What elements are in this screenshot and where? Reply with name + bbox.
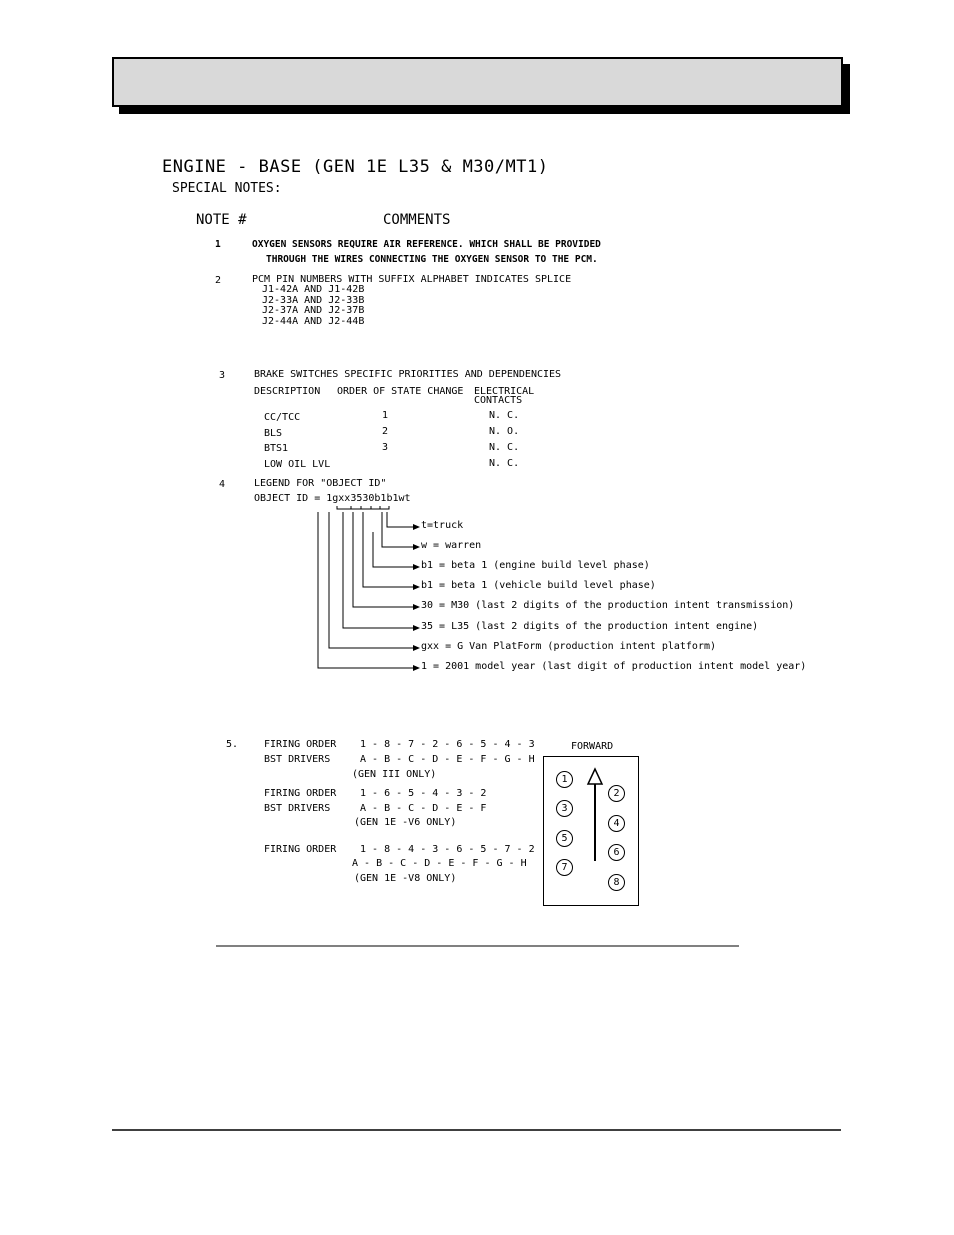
firing-order-qualifier: (GEN III ONLY) [352,769,437,780]
brake-row-order: 2 [382,426,389,437]
bst-drivers-sequence: A - B - C - D - E - F [360,803,487,814]
firing-order-sequence: 1 - 6 - 5 - 4 - 3 - 2 [360,788,487,799]
t-leader-line [387,512,414,527]
note-3-text: BRAKE SWITCHES SPECIFIC PRIORITIES AND DEPENDENCIES [254,369,562,380]
legend-item: t=truck [421,520,464,531]
legend-item: 1 = 2001 model year (last digit of production intent model year) [421,661,807,672]
note-3-number: 3 [219,370,226,381]
cylinder-circle: 6 [608,844,625,861]
special-notes-label: SPECIAL NOTES: [172,181,282,196]
firing-order-label: FIRING ORDER [264,844,337,855]
1-leader-line [318,512,414,668]
cylinder-circle: 1 [556,771,573,788]
pin-pair: J1-42A AND J1-42B [262,284,365,295]
note-column-header: NOTE # [196,212,247,228]
note-1-line-1: OXYGEN SENSORS REQUIRE AIR REFERENCE. WHICH SHALL BE PROVIDED [252,239,601,250]
cylinder-circle: 7 [556,859,573,876]
gxx-underline [337,506,351,509]
note-1-line-2: THROUGH THE WIRES CONNECTING THE OXYGEN SENSOR TO THE PCM. [266,254,598,265]
legend-item: 30 = M30 (last 2 digits of the production intent transmission) [421,600,795,611]
30-leader-line [353,512,414,607]
firing-order-sequence: 1 - 8 - 4 - 3 - 6 - 5 - 7 - 2 [360,844,535,855]
firing-order-label: FIRING ORDER [264,788,337,799]
pin-pair: J2-44A AND J2-44B [262,315,365,327]
note-4-text: LEGEND FOR "OBJECT ID" [254,478,387,489]
cylinder-layout-box [543,756,639,906]
forward-label: FORWARD [571,741,614,752]
cylinder-circle: 2 [608,785,625,802]
brake-row-description: CC/TCC [264,412,301,423]
legend-item: 35 = L35 (last 2 digits of the production intent engine) [421,621,759,632]
cylinder-circle: 8 [608,874,625,891]
pin-pair: J2-33A AND J2-33B [262,294,365,306]
brake-row-description: BLS [264,428,283,439]
brake-row-contacts: N. C. [489,410,520,421]
firing-order-sequence: 1 - 8 - 7 - 2 - 6 - 5 - 4 - 3 [360,739,535,750]
comments-column-header: COMMENTS [383,212,451,228]
legend-item: b1 = beta 1 (engine build level phase) [421,560,650,571]
bst-drivers-sequence: A - B - C - D - E - F - G - H [360,754,535,765]
legend-item: b1 = beta 1 (vehicle build level phase) [421,580,656,591]
b1-vehicle-leader-line [363,512,414,587]
pin-pair: J2-37A AND J2-37B [262,305,365,316]
35-leader-line [343,512,414,628]
object-id-label: OBJECT ID = [254,493,327,504]
firing-order-qualifier: (GEN 1E -V8 ONLY) [354,873,457,884]
object-id-value: 1gxx3530b1b1wt [326,493,411,504]
cylinder-circle: 4 [608,815,625,832]
brake-row-description: LOW OIL LVL [264,459,331,470]
bst-drivers-label: BST DRIVERS [264,754,331,765]
brake-row-order: 1 [382,410,389,421]
brake-row-description: BTS1 [264,443,289,454]
brake-table-header-order: ORDER OF STATE CHANGE [337,386,464,397]
brake-row-contacts: N. C. [489,442,520,453]
brake-row-contacts: N. C. [489,458,520,469]
note-1-number: 1 [215,239,221,250]
brake-table-header-contacts-2: CONTACTS [474,395,523,406]
brake-table-header-description: DESCRIPTION [254,386,321,397]
35-underline [351,506,361,509]
30-underline [361,506,371,509]
b1-underline [371,506,380,509]
note-2-text: PCM PIN NUMBERS WITH SUFFIX ALPHABET INDICATES SPLICE [252,274,572,285]
b1-underline [380,506,389,509]
firing-order-qualifier: (GEN 1E -V6 ONLY) [354,817,457,828]
legend-item: gxx = G Van PlatForm (production intent platform) [421,641,717,652]
brake-table-header-contacts-1: ELECTRICAL [474,386,535,397]
cylinder-circle: 5 [556,830,573,847]
cylinder-circle: 3 [556,800,573,817]
b1-engine-leader-line [373,532,414,567]
bst-drivers-sequence: A - B - C - D - E - F - G - H [352,858,527,869]
section-title: ENGINE - BASE (GEN 1E L35 & M30/MT1) [162,157,549,177]
legend-item: w = warren [421,540,482,551]
bst-drivers-label: BST DRIVERS [264,803,331,814]
note-2-number: 2 [215,275,222,286]
brake-row-order: 3 [382,442,389,453]
note-5-number: 5. [226,739,239,750]
note-4-number: 4 [219,479,226,490]
firing-order-label: FIRING ORDER [264,739,337,750]
brake-row-contacts: N. O. [489,426,520,437]
